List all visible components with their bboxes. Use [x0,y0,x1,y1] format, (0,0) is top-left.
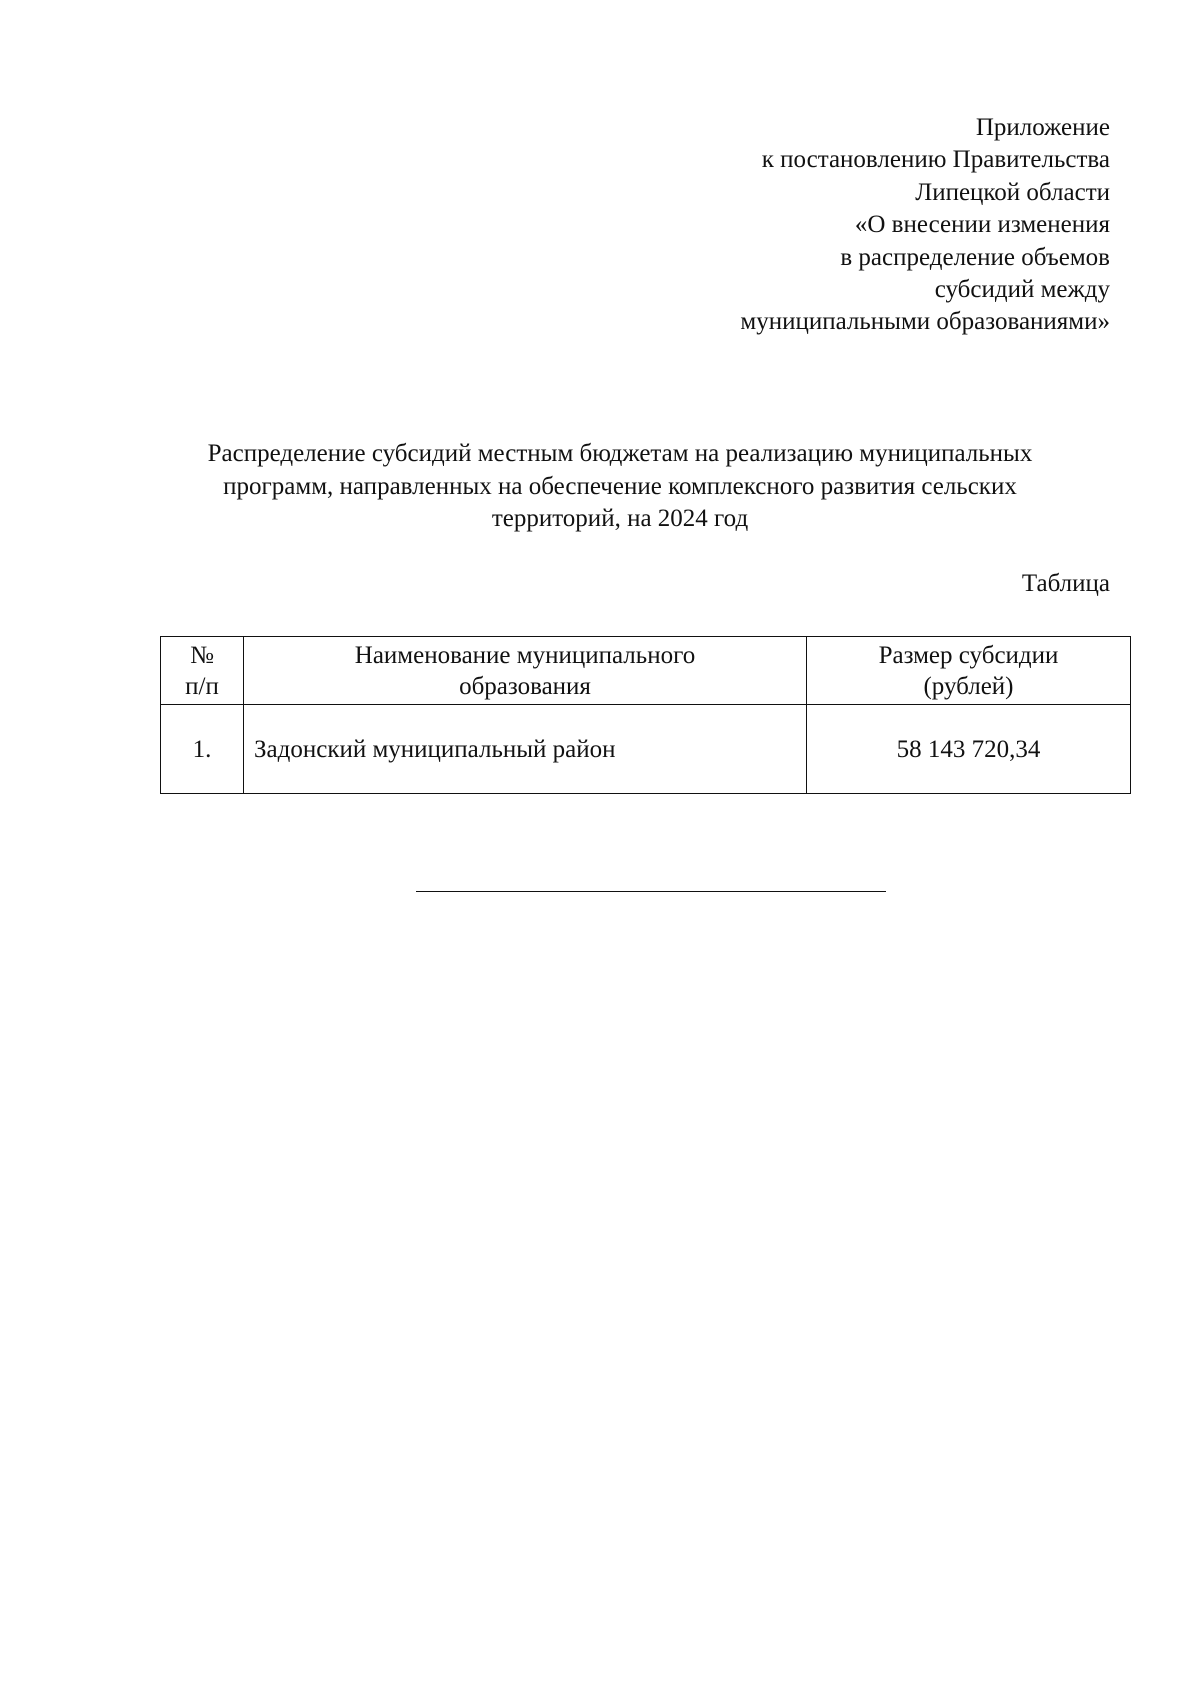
annex-line: к постановлению Правительства [761,146,1110,174]
title-line: Распределение субсидий местным бюджетам на реализацию муниципальных [207,440,1033,467]
annex-block [590,112,1110,339]
annex-line: Липецкой области [915,178,1110,206]
header-number-line: п/п [185,672,219,700]
cell-amount: 58 143 720,34 [807,705,1131,794]
header-name-line: Наименование муниципального [354,641,696,669]
cell-name: Задонский муниципальный район [244,705,807,794]
cell-number: 1. [161,705,244,794]
header-amount-line: (рублей) [923,672,1014,700]
annex-line: Приложение [975,114,1110,141]
table-header-row [161,637,1131,705]
header-name [244,637,807,705]
header-number-line: № [190,641,214,669]
annex-line: в распределение объемов [840,243,1110,271]
annex-line: субсидий между [934,276,1110,304]
header-name-line: образования [459,672,591,700]
table-row [161,705,1131,794]
header-number [161,637,244,705]
title-line: территорий, на 2024 год [491,505,749,533]
document-title [140,438,1100,536]
separator-line [416,891,886,892]
title-line: программ, направленных на обеспечение комплексного развития сельских [223,472,1017,500]
annex-line: муниципальными образованиями» [740,308,1110,336]
header-amount-line: Размер субсидии [878,641,1059,669]
table-caption: Таблица [1021,570,1110,597]
subsidy-table [160,636,1131,794]
annex-line: «О внесении изменения [854,211,1110,239]
header-amount [807,637,1131,705]
